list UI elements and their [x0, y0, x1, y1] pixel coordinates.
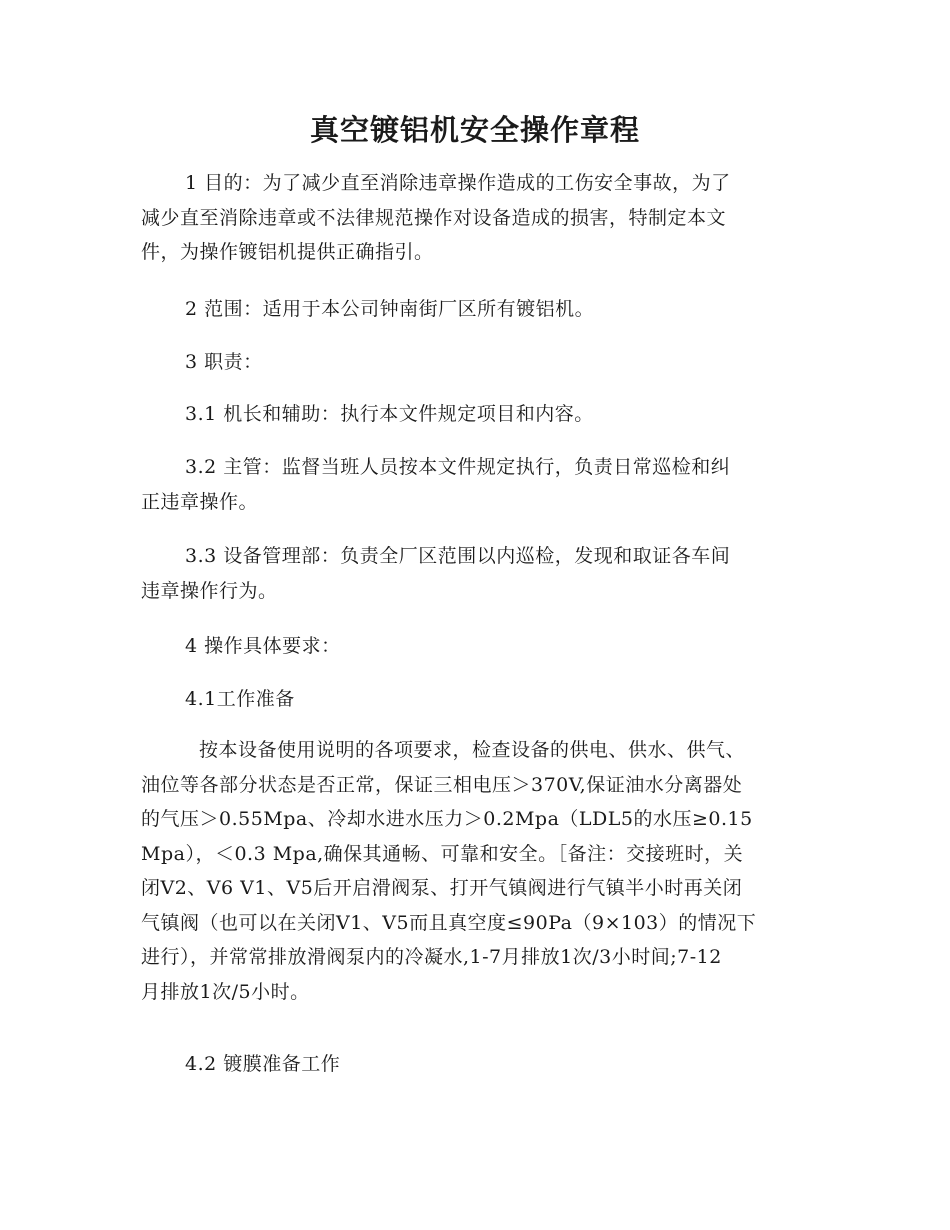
- section-heading-4-1: [141, 682, 811, 717]
- text-line: 3 职责：: [185, 351, 263, 373]
- text-line: 进行），并常常排放滑阀泵内的冷凝水,1-7月排放1次/3小时间;7-12: [141, 946, 722, 968]
- paragraph-3-3: [141, 539, 811, 608]
- paragraph-3-1: [141, 397, 811, 432]
- text-line: 气镇阀（也可以在关闭V1、V5而且真空度≤90Pa（9×103）的情况下: [141, 911, 757, 934]
- text-line: 油位等各部分状态是否正常，保证三相电压＞370V,保证油水分离器处: [141, 773, 743, 796]
- text-line: 减少直至消除违章或不法律规范操作对设备造成的损害，特制定本文: [141, 206, 727, 229]
- text-line: 的气压＞0.55Mpa、冷却水进水压力＞0.2Mpa（LDL5的水压≥0.15: [141, 808, 753, 830]
- text-line: 4.2 镀膜准备工作: [185, 1053, 341, 1075]
- text-line: 4.1工作准备: [185, 688, 295, 710]
- paragraph-purpose: [141, 166, 811, 270]
- paragraph-responsibilities: [141, 345, 811, 380]
- section-heading-4-2: [141, 1047, 811, 1082]
- paragraph-4-1-body: [141, 733, 811, 1009]
- text-line: 3.1 机长和辅助：执行本文件规定项目和内容。: [185, 403, 594, 425]
- paragraph-3-2: [141, 450, 811, 519]
- paragraph-operation-requirements: [141, 629, 811, 664]
- document-title: 真空镀铝机安全操作章程: [309, 113, 640, 147]
- text-line: 件，为操作镀铝机提供正确指引。: [141, 241, 434, 263]
- text-line: 月排放1次/5小时。: [141, 980, 310, 1003]
- text-line: 2 范围：适用于本公司钟南街厂区所有镀铝机。: [185, 298, 595, 320]
- text-line: 按本设备使用说明的各项要求，检查设备的供电、供水、供气、: [199, 739, 746, 761]
- text-line: 违章操作行为。: [141, 579, 278, 602]
- text-line: 正违章操作。: [141, 490, 259, 513]
- paragraph-scope: [141, 292, 811, 327]
- text-line: 闭V2、V6 V1、V5后开启滑阀泵、打开气镇阀进行气镇半小时再关闭: [141, 877, 743, 899]
- text-line: Mpa），＜0.3 Mpa,确保其通畅、可靠和安全。［备注：交接班时，关: [141, 842, 744, 865]
- text-line: 3.2 主管：监督当班人员按本文件规定执行，负责日常巡检和纠: [185, 456, 731, 478]
- text-line: 1 目的：为了减少直至消除违章操作造成的工伤安全事故，为了: [185, 172, 731, 194]
- text-line: 3.3 设备管理部：负责全厂区范围以内巡检，发现和取证各车间: [185, 545, 731, 567]
- text-line: 4 操作具体要求：: [185, 635, 341, 657]
